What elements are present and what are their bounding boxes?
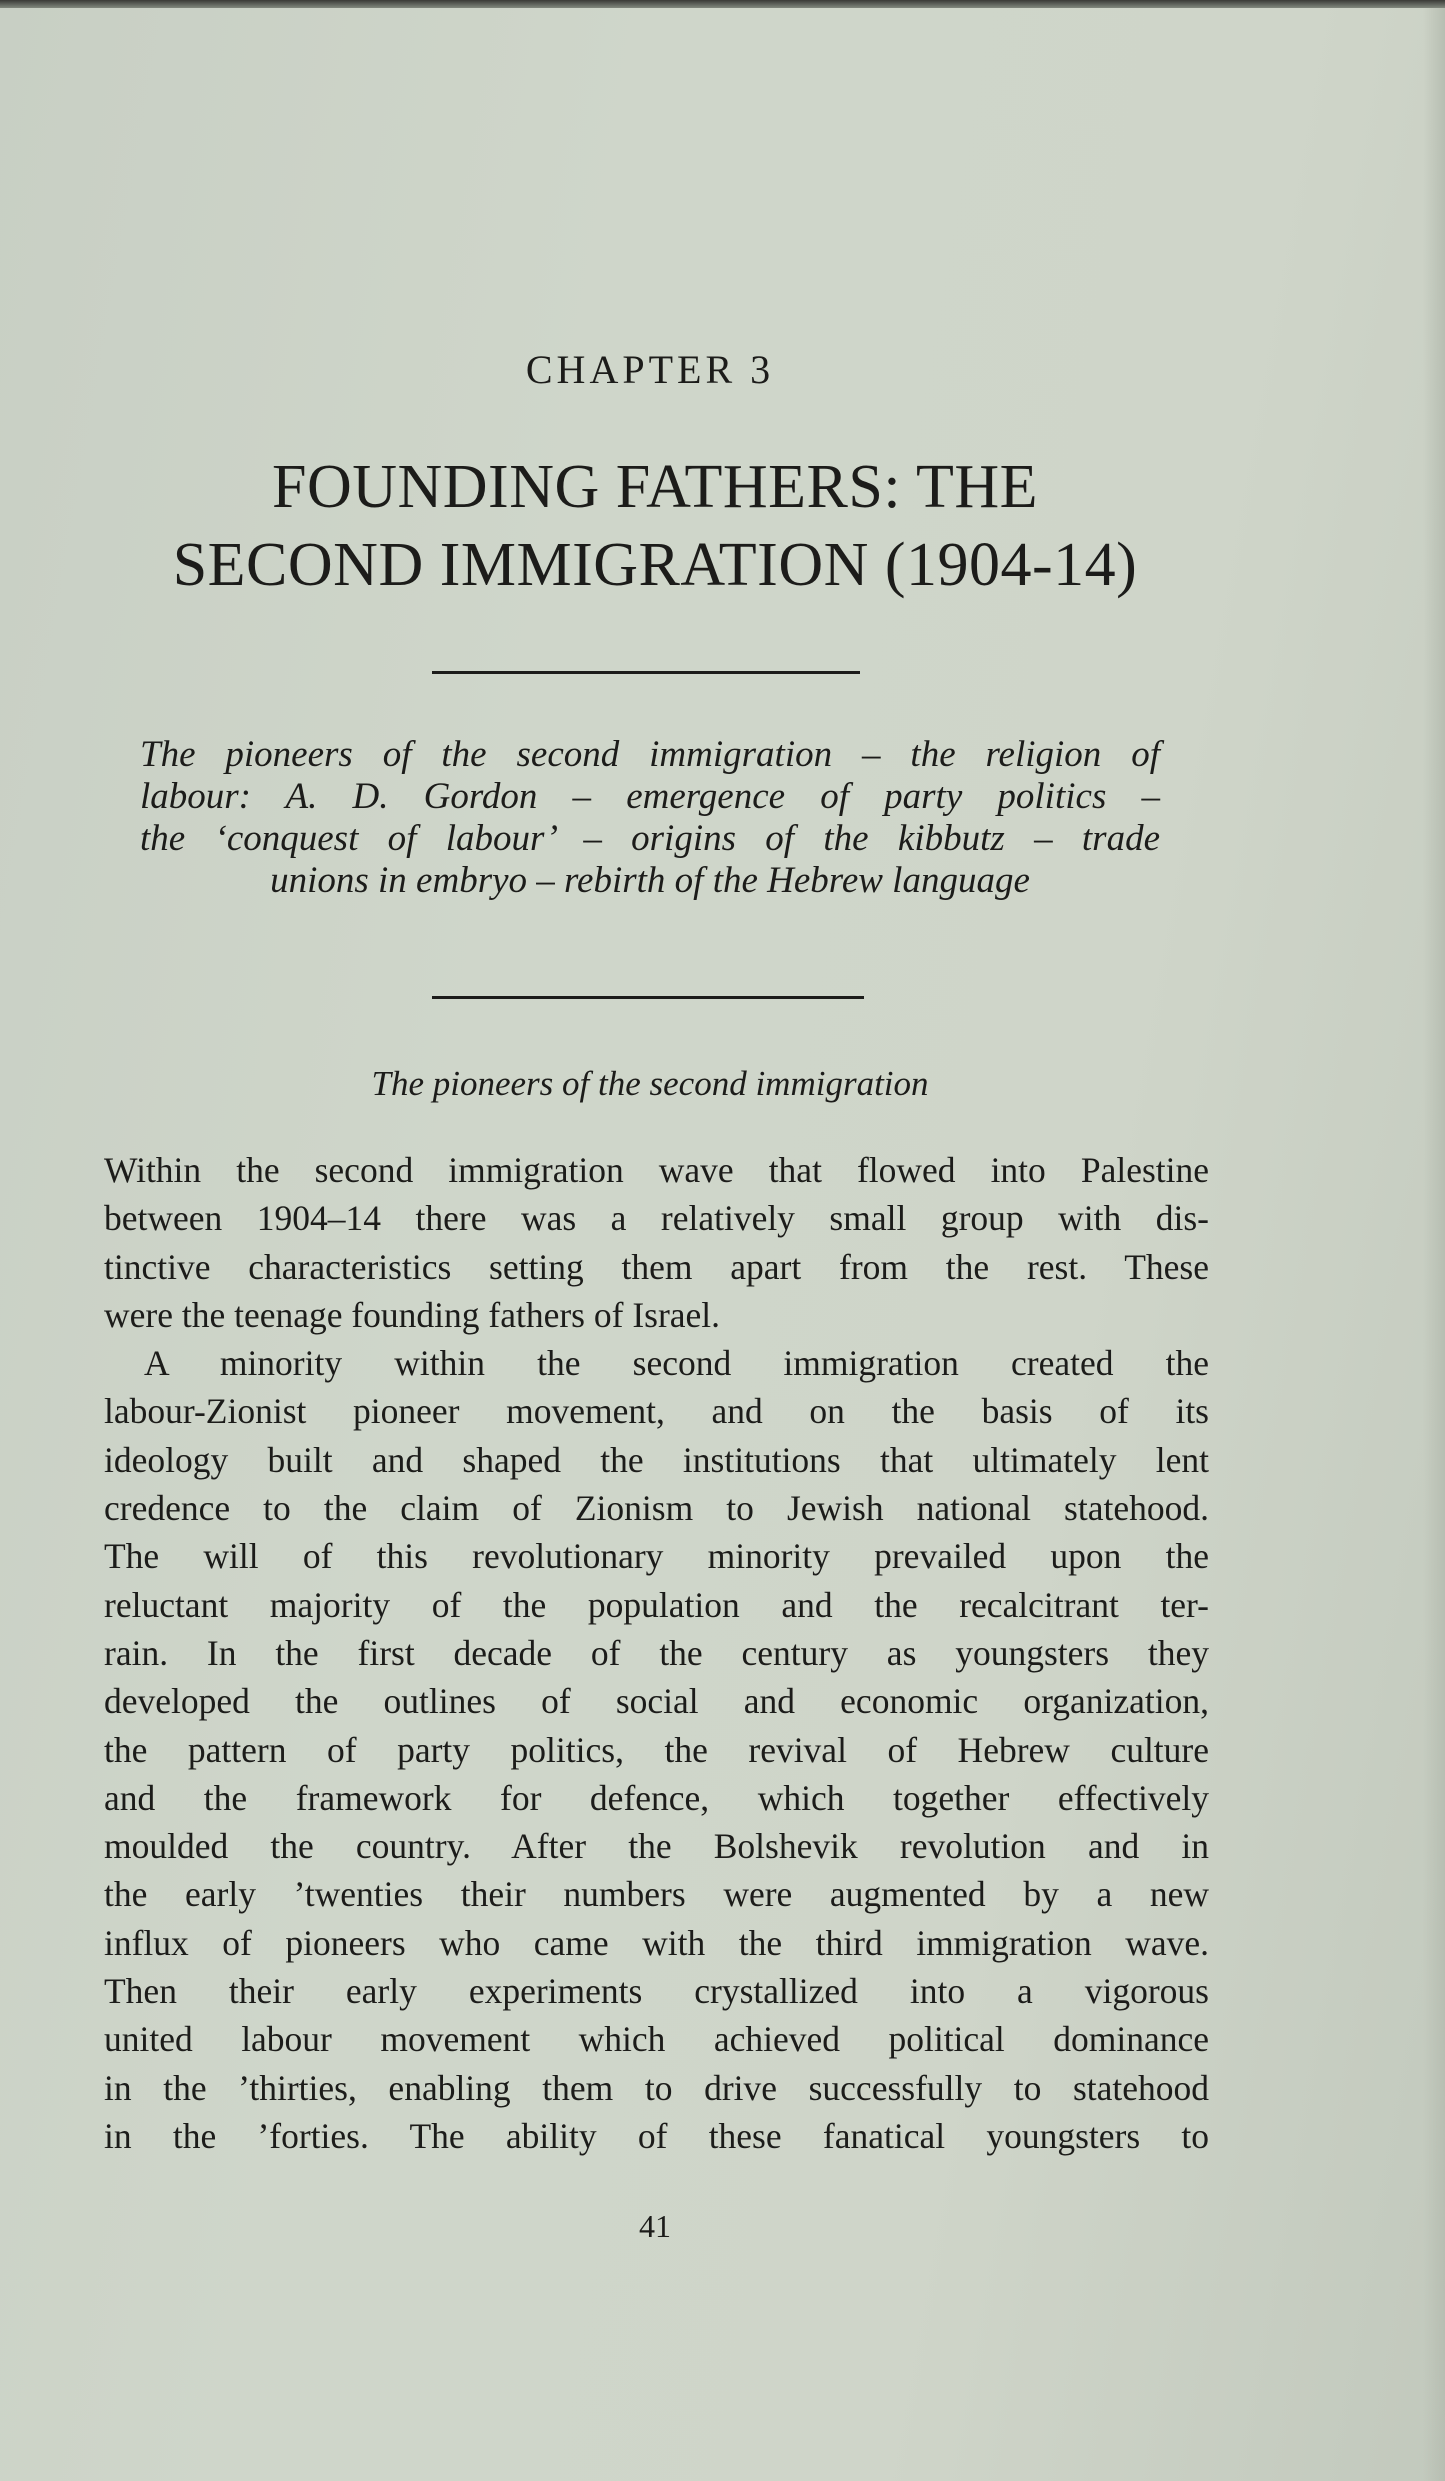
chapter-label: CHAPTER 3 bbox=[525, 347, 775, 392]
chapter-title-line-1: FOUNDING FATHERS: THE bbox=[271, 453, 1039, 521]
divider-rule-top bbox=[432, 671, 860, 674]
body-line: ideology built and shaped the institutions that ultimately lent bbox=[104, 1439, 1209, 1480]
body-line: reluctant majority of the population and the recalcitrant ter- bbox=[104, 1584, 1209, 1625]
body-line: tinctive characteristics setting them apart from the rest. These bbox=[104, 1246, 1209, 1287]
body-line: between 1904–14 there was a relatively small group with dis- bbox=[104, 1198, 1209, 1239]
book-page bbox=[0, 8, 1445, 2481]
body-line: labour-Zionist pioneer movement, and on the basis of its bbox=[104, 1391, 1209, 1432]
body-line: the early ’twenties their numbers were augmented by a new bbox=[104, 1874, 1209, 1915]
body-line: the pattern of party politics, the revival of Hebrew culture bbox=[104, 1729, 1209, 1770]
body-line: in the ’thirties, enabling them to drive successfully to statehood bbox=[104, 2067, 1209, 2108]
chapter-title-line-2: SECOND IMMIGRATION (1904-14) bbox=[172, 531, 1138, 599]
synopsis-line: The pioneers of the second immigration – the religion of bbox=[140, 734, 1160, 775]
body-line: rain. In the first decade of the century as youngsters they bbox=[104, 1632, 1209, 1673]
body-line: united labour movement which achieved political dominance bbox=[104, 2019, 1209, 2060]
body-line: Then their early experiments crystallized into a vigorous bbox=[104, 1971, 1209, 2012]
divider-rule-bottom bbox=[432, 996, 864, 999]
body-line: developed the outlines of social and economic organization, bbox=[104, 1681, 1209, 1722]
body-line: A minority within the second immigration created the bbox=[144, 1343, 1209, 1384]
body-text bbox=[104, 1146, 1209, 2160]
section-heading: The pioneers of the second immigration bbox=[371, 1064, 929, 1103]
body-line: in the ’forties. The ability of these fanatical youngsters to bbox=[104, 2115, 1209, 2156]
synopsis-line: unions in embryo – rebirth of the Hebrew language bbox=[270, 860, 1030, 901]
body-line: Within the second immigration wave that flowed into Palestine bbox=[104, 1150, 1209, 1190]
chapter-synopsis bbox=[140, 734, 1160, 902]
synopsis-line: labour: A. D. Gordon – emergence of party politics – bbox=[140, 776, 1160, 817]
chapter-title bbox=[60, 448, 1250, 604]
page-number: 41 bbox=[639, 2208, 671, 2244]
body-line: were the teenage founding fathers of Israel. bbox=[104, 1294, 721, 1335]
synopsis-line: the ‘conquest of labour’ – origins of the kibbutz – trade bbox=[140, 818, 1160, 859]
body-line: influx of pioneers who came with the third immigration wave. bbox=[104, 1922, 1209, 1963]
body-line: and the framework for defence, which together effectively bbox=[104, 1777, 1209, 1818]
body-line: credence to the claim of Zionism to Jewish national statehood. bbox=[104, 1488, 1209, 1529]
body-line: The will of this revolutionary minority prevailed upon the bbox=[104, 1536, 1209, 1577]
body-line: moulded the country. After the Bolshevik revolution and in bbox=[104, 1826, 1209, 1867]
